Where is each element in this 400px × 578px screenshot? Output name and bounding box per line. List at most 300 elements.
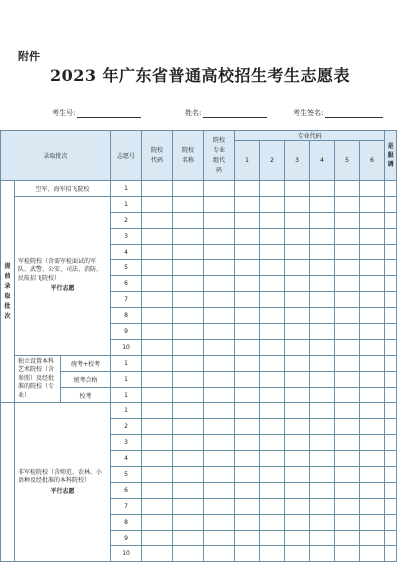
art-sub-label: 统考合格	[61, 371, 111, 387]
cell[interactable]	[285, 228, 310, 244]
cell[interactable]	[310, 244, 335, 260]
cell[interactable]	[360, 498, 385, 514]
cell[interactable]	[173, 276, 204, 292]
non-military-label: 非军检院校（含师范、农林、小语种及经批准的本科院校）	[18, 468, 103, 485]
cell[interactable]	[360, 451, 385, 467]
exam-no-blank[interactable]	[77, 109, 141, 118]
cell[interactable]	[142, 514, 173, 530]
choice-number: 6	[111, 276, 142, 292]
cell[interactable]	[204, 546, 235, 562]
cell[interactable]	[260, 339, 285, 355]
cell[interactable]	[285, 419, 310, 435]
cell[interactable]	[173, 355, 204, 371]
cell[interactable]	[204, 228, 235, 244]
cell[interactable]	[310, 530, 335, 546]
cell[interactable]	[235, 451, 260, 467]
cell[interactable]	[310, 498, 335, 514]
cell[interactable]	[142, 467, 173, 483]
cell[interactable]	[385, 308, 397, 324]
cell[interactable]	[310, 467, 335, 483]
cell[interactable]	[285, 212, 310, 228]
name-label: 姓名:	[185, 109, 202, 117]
cell[interactable]	[335, 355, 360, 371]
header-major-col: 6	[360, 141, 385, 181]
cell[interactable]	[360, 355, 385, 371]
art-sub-label: 校考	[61, 387, 111, 403]
cell[interactable]	[385, 228, 397, 244]
cell[interactable]	[173, 498, 204, 514]
cell[interactable]	[285, 482, 310, 498]
cell[interactable]	[260, 181, 285, 197]
cell[interactable]	[385, 339, 397, 355]
cell[interactable]	[142, 276, 173, 292]
art-sub-label: 统考+校考	[61, 355, 111, 371]
cell[interactable]	[204, 339, 235, 355]
cell[interactable]	[285, 403, 310, 419]
cell[interactable]	[173, 403, 204, 419]
cell[interactable]	[310, 339, 335, 355]
cell[interactable]	[173, 308, 204, 324]
choice-number: 2	[111, 419, 142, 435]
cell[interactable]	[235, 467, 260, 483]
signature-field	[293, 108, 383, 118]
cell[interactable]	[142, 228, 173, 244]
choice-number: 1	[111, 181, 142, 197]
cell[interactable]	[310, 546, 335, 562]
cell[interactable]	[260, 260, 285, 276]
cell[interactable]	[142, 196, 173, 212]
cell[interactable]	[142, 530, 173, 546]
cell[interactable]	[260, 435, 285, 451]
cell[interactable]	[204, 530, 235, 546]
table-row	[1, 181, 397, 197]
cell[interactable]	[260, 514, 285, 530]
cell[interactable]	[142, 181, 173, 197]
cell[interactable]	[142, 546, 173, 562]
cell[interactable]	[335, 546, 360, 562]
cell[interactable]	[385, 212, 397, 228]
cell[interactable]	[360, 482, 385, 498]
cell[interactable]	[235, 324, 260, 340]
cell[interactable]	[260, 276, 285, 292]
cell[interactable]	[385, 435, 397, 451]
art-label: 独立设置本科艺术院校（含参照）及经批准的院校（专业）	[15, 355, 61, 403]
cell[interactable]	[204, 371, 235, 387]
cell[interactable]	[360, 308, 385, 324]
cell[interactable]	[335, 371, 360, 387]
cell[interactable]	[204, 244, 235, 260]
header-major-code: 专业代码	[235, 131, 385, 141]
cell[interactable]	[360, 260, 385, 276]
cell[interactable]	[173, 228, 204, 244]
cell[interactable]	[173, 196, 204, 212]
cell[interactable]	[204, 419, 235, 435]
cell[interactable]	[285, 498, 310, 514]
cell[interactable]	[335, 228, 360, 244]
cell[interactable]	[204, 355, 235, 371]
cell[interactable]	[260, 196, 285, 212]
choice-number: 4	[111, 244, 142, 260]
cell[interactable]	[335, 181, 360, 197]
cell[interactable]	[385, 260, 397, 276]
choice-form-table	[0, 130, 397, 562]
cell[interactable]	[310, 355, 335, 371]
cell[interactable]	[310, 212, 335, 228]
cell[interactable]	[285, 276, 310, 292]
cell[interactable]	[142, 292, 173, 308]
cell[interactable]	[285, 387, 310, 403]
cell[interactable]	[360, 419, 385, 435]
header-major-group-code: 院校 专业 组代 码	[204, 131, 235, 181]
choice-number: 6	[111, 482, 142, 498]
parallel-label: 平行志愿	[50, 487, 75, 495]
cell[interactable]	[335, 276, 360, 292]
cell[interactable]	[204, 324, 235, 340]
cell[interactable]	[335, 403, 360, 419]
cell[interactable]	[310, 419, 335, 435]
cell[interactable]	[235, 260, 260, 276]
cell[interactable]	[260, 371, 285, 387]
cell[interactable]	[260, 482, 285, 498]
cell[interactable]	[204, 308, 235, 324]
choice-number: 1	[111, 196, 142, 212]
military-section	[15, 196, 111, 355]
cell[interactable]	[204, 482, 235, 498]
cell[interactable]	[235, 482, 260, 498]
cell[interactable]	[335, 435, 360, 451]
cell[interactable]	[310, 435, 335, 451]
cell[interactable]	[260, 467, 285, 483]
cell[interactable]	[260, 355, 285, 371]
cell[interactable]	[235, 228, 260, 244]
cell[interactable]	[335, 419, 360, 435]
choice-number: 3	[111, 435, 142, 451]
cell[interactable]	[173, 467, 204, 483]
cell[interactable]	[235, 546, 260, 562]
cell[interactable]	[360, 467, 385, 483]
cell[interactable]	[285, 371, 310, 387]
cell[interactable]	[260, 244, 285, 260]
cell[interactable]	[285, 546, 310, 562]
cell[interactable]	[285, 339, 310, 355]
attachment-label: 附件	[18, 50, 40, 63]
cell[interactable]	[310, 196, 335, 212]
cell[interactable]	[260, 292, 285, 308]
cell[interactable]	[335, 530, 360, 546]
cell[interactable]	[260, 308, 285, 324]
cell[interactable]	[235, 196, 260, 212]
cell[interactable]	[360, 212, 385, 228]
cell[interactable]	[285, 324, 310, 340]
cell[interactable]	[310, 276, 335, 292]
cell[interactable]	[310, 181, 335, 197]
cell[interactable]	[335, 482, 360, 498]
cell[interactable]	[385, 530, 397, 546]
cell[interactable]	[235, 292, 260, 308]
cell[interactable]	[385, 276, 397, 292]
cell[interactable]	[385, 467, 397, 483]
cell[interactable]	[310, 403, 335, 419]
header-school-name: 院校 名称	[173, 131, 204, 181]
header-major-col: 1	[235, 141, 260, 181]
cell[interactable]	[142, 387, 173, 403]
cell[interactable]	[142, 451, 173, 467]
exam-no-field	[52, 108, 141, 118]
choice-number: 10	[111, 339, 142, 355]
cell[interactable]	[235, 387, 260, 403]
header-choice-no: 志愿号	[111, 131, 142, 181]
cell[interactable]	[385, 482, 397, 498]
cell[interactable]	[335, 196, 360, 212]
cell[interactable]	[335, 292, 360, 308]
cell[interactable]	[335, 308, 360, 324]
choice-number: 7	[111, 498, 142, 514]
choice-number: 8	[111, 308, 142, 324]
early-batch-label: 提 前 录 取 批 次	[1, 181, 15, 403]
cell[interactable]	[142, 260, 173, 276]
choice-number: 1	[111, 387, 142, 403]
cell[interactable]	[142, 339, 173, 355]
table-row	[1, 403, 397, 419]
cell[interactable]	[335, 212, 360, 228]
choice-number: 10	[111, 546, 142, 562]
cell[interactable]	[260, 419, 285, 435]
table-row	[1, 196, 397, 212]
signature-blank[interactable]	[325, 109, 383, 118]
cell[interactable]	[360, 276, 385, 292]
exam-no-label: 考生号:	[52, 109, 76, 117]
cell[interactable]	[204, 276, 235, 292]
cell[interactable]	[385, 498, 397, 514]
cell[interactable]	[360, 371, 385, 387]
table-row	[1, 355, 397, 371]
cell[interactable]	[385, 371, 397, 387]
cell[interactable]	[235, 530, 260, 546]
cell[interactable]	[310, 371, 335, 387]
cell[interactable]	[385, 419, 397, 435]
cell[interactable]	[285, 451, 310, 467]
cell[interactable]	[360, 546, 385, 562]
cell[interactable]	[204, 387, 235, 403]
cell[interactable]	[385, 451, 397, 467]
cell[interactable]	[142, 371, 173, 387]
cell[interactable]	[235, 514, 260, 530]
cell[interactable]	[204, 260, 235, 276]
cell[interactable]	[142, 355, 173, 371]
cell[interactable]	[360, 181, 385, 197]
cell[interactable]	[235, 403, 260, 419]
cell[interactable]	[285, 467, 310, 483]
cell[interactable]	[385, 387, 397, 403]
cell[interactable]	[142, 403, 173, 419]
cell[interactable]	[360, 387, 385, 403]
cell[interactable]	[360, 435, 385, 451]
cell[interactable]	[285, 514, 310, 530]
choice-number: 2	[111, 212, 142, 228]
cell[interactable]	[260, 228, 285, 244]
cell[interactable]	[235, 498, 260, 514]
cell[interactable]	[204, 181, 235, 197]
cell[interactable]	[235, 371, 260, 387]
cell[interactable]	[235, 276, 260, 292]
cell[interactable]	[310, 482, 335, 498]
cell[interactable]	[260, 451, 285, 467]
cell[interactable]	[235, 181, 260, 197]
cell[interactable]	[335, 339, 360, 355]
cell[interactable]	[204, 498, 235, 514]
cell[interactable]	[385, 514, 397, 530]
cell[interactable]	[385, 403, 397, 419]
cell[interactable]	[260, 403, 285, 419]
cell[interactable]	[360, 244, 385, 260]
cell[interactable]	[204, 467, 235, 483]
cell[interactable]	[235, 339, 260, 355]
military-label: 军检院校（含需军检面试的军队、武警、公安、司法、消防、民航招飞院校）	[18, 257, 103, 282]
cell[interactable]	[310, 292, 335, 308]
cell[interactable]	[385, 292, 397, 308]
cell[interactable]	[173, 546, 204, 562]
cell[interactable]	[310, 260, 335, 276]
header-batch: 录取批次	[1, 131, 111, 181]
cell[interactable]	[142, 212, 173, 228]
cell[interactable]	[310, 228, 335, 244]
cell[interactable]	[360, 339, 385, 355]
table-row	[1, 371, 397, 387]
cell[interactable]	[260, 324, 285, 340]
cell[interactable]	[285, 292, 310, 308]
cell[interactable]	[385, 324, 397, 340]
cell[interactable]	[142, 324, 173, 340]
cell[interactable]	[360, 530, 385, 546]
cell[interactable]	[310, 308, 335, 324]
cell[interactable]	[173, 260, 204, 276]
cell[interactable]	[285, 530, 310, 546]
cell[interactable]	[235, 212, 260, 228]
cell[interactable]	[335, 467, 360, 483]
cell[interactable]	[204, 514, 235, 530]
cell[interactable]	[173, 181, 204, 197]
cell[interactable]	[173, 419, 204, 435]
cell[interactable]	[360, 196, 385, 212]
cell[interactable]	[173, 212, 204, 228]
cell[interactable]	[285, 181, 310, 197]
cell[interactable]	[260, 498, 285, 514]
header-major-col: 2	[260, 141, 285, 181]
cell[interactable]	[360, 228, 385, 244]
cell[interactable]	[204, 435, 235, 451]
cell[interactable]	[235, 308, 260, 324]
cell[interactable]	[173, 482, 204, 498]
header-major-col: 4	[310, 141, 335, 181]
cell[interactable]	[204, 212, 235, 228]
cell[interactable]	[260, 212, 285, 228]
cell[interactable]	[173, 514, 204, 530]
cell[interactable]	[142, 308, 173, 324]
cell[interactable]	[204, 403, 235, 419]
choice-number: 9	[111, 324, 142, 340]
cell[interactable]	[385, 355, 397, 371]
header-major-col: 3	[285, 141, 310, 181]
cell[interactable]	[310, 324, 335, 340]
header-major-col: 5	[335, 141, 360, 181]
cell[interactable]	[142, 482, 173, 498]
cell[interactable]	[173, 387, 204, 403]
cell[interactable]	[335, 387, 360, 403]
name-blank[interactable]	[203, 109, 267, 118]
cell[interactable]	[173, 435, 204, 451]
cell[interactable]	[335, 498, 360, 514]
cell[interactable]	[142, 498, 173, 514]
cell[interactable]	[285, 196, 310, 212]
cell[interactable]	[385, 244, 397, 260]
choice-number: 3	[111, 228, 142, 244]
cell[interactable]	[173, 371, 204, 387]
cell[interactable]	[360, 514, 385, 530]
cell[interactable]	[204, 292, 235, 308]
cell[interactable]	[385, 196, 397, 212]
non-military-section	[15, 403, 111, 562]
choice-number: 7	[111, 292, 142, 308]
cell[interactable]	[335, 244, 360, 260]
cell[interactable]	[173, 292, 204, 308]
cell[interactable]	[360, 292, 385, 308]
signature-label: 考生签名:	[293, 109, 324, 117]
cell[interactable]	[235, 435, 260, 451]
cell[interactable]	[260, 387, 285, 403]
choice-number: 4	[111, 451, 142, 467]
cell[interactable]	[173, 324, 204, 340]
cell[interactable]	[260, 530, 285, 546]
air-force-label: 空军、海军招飞院校	[15, 181, 111, 197]
cell[interactable]	[285, 260, 310, 276]
cell[interactable]	[173, 530, 204, 546]
choice-number: 9	[111, 530, 142, 546]
table-row	[1, 387, 397, 403]
cell[interactable]	[360, 324, 385, 340]
cell[interactable]	[310, 451, 335, 467]
cell[interactable]	[285, 355, 310, 371]
cell[interactable]	[360, 403, 385, 419]
cell[interactable]	[335, 324, 360, 340]
cell[interactable]	[310, 514, 335, 530]
cell[interactable]	[173, 339, 204, 355]
cell[interactable]	[310, 387, 335, 403]
cell[interactable]	[142, 244, 173, 260]
cell[interactable]	[385, 546, 397, 562]
cell[interactable]	[173, 244, 204, 260]
page-title: 2023 年广东省普通高校招生考生志愿表	[49, 66, 351, 85]
choice-number: 5	[111, 260, 142, 276]
cell[interactable]	[285, 244, 310, 260]
cell[interactable]	[142, 419, 173, 435]
cell[interactable]	[335, 260, 360, 276]
cell[interactable]	[204, 196, 235, 212]
cell[interactable]	[142, 435, 173, 451]
choice-number: 5	[111, 467, 142, 483]
cell[interactable]	[235, 355, 260, 371]
cell[interactable]	[235, 419, 260, 435]
name-field	[185, 108, 267, 118]
cell[interactable]	[204, 451, 235, 467]
cell[interactable]	[335, 514, 360, 530]
cell[interactable]	[260, 546, 285, 562]
cell[interactable]	[285, 435, 310, 451]
cell[interactable]	[173, 451, 204, 467]
cell[interactable]	[235, 244, 260, 260]
cell[interactable]	[385, 181, 397, 197]
cell[interactable]	[285, 308, 310, 324]
cell[interactable]	[335, 451, 360, 467]
